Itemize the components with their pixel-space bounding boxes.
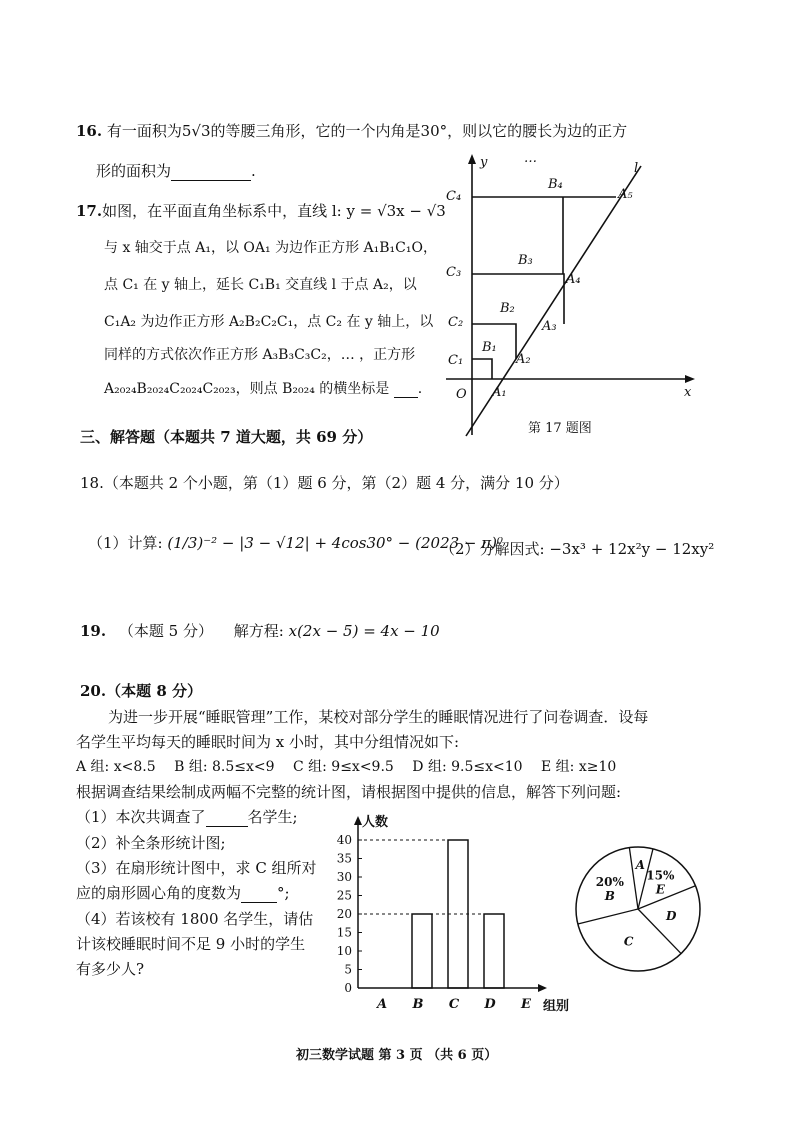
bar-y-tick-label: 5 [344,962,352,977]
q19-label: 解方程: [233,622,284,640]
bar-y-tick-label: 35 [336,851,352,866]
bar-y-label: 人数 [362,815,389,830]
bar-y-tick-label: 40 [336,833,352,847]
q20-sub4b: 计该校睡眠时间不足 9 小时的学生 [76,935,306,953]
pie-chart [574,812,720,988]
q17-figure [436,150,696,440]
q20-sub2: （2）补全条形统计图; [76,834,226,852]
q18-part1-label: （1）计算: [88,534,163,552]
q20-intro-2: 名学生平均每天的睡眠时间为 x 小时，其中分组情况如下: [76,733,460,751]
bar-x-arrow-icon [538,984,547,992]
square-1 [472,359,492,379]
pie-slice-label-D: D [666,909,677,924]
q17-text-6: A₂₀₂₄B₂₀₂₄C₂₀₂₄C₂₀₂₃，则点 B₂₀₂₄ 的横坐标是 [104,381,390,397]
label-y: y [480,155,488,170]
q20-sub3a: （3）在扇形统计图中，求 C 组所对 [76,859,317,877]
q20-sub3-end: °; [277,884,290,902]
q16-answer-blank[interactable] [171,164,251,181]
pie-slice-label-A: A [635,858,645,873]
q16-number: 16. [76,122,103,140]
bar-D [484,914,504,988]
group-c: C 组: 9≤x<9.5 [292,759,394,775]
label-A3: A₃ [542,319,557,334]
pie-boundary-B [578,909,638,924]
q18-heading: 18.（本题共 2 个小题，第（1）题 6 分，第（2）题 4 分，满分 10 分） [80,474,569,492]
q16-text2: 形的面积为 [96,162,172,180]
q20-sub3-text: 应的扇形圆心角的度数为 [76,884,242,902]
q16-text: 有一面积为5√3的等腰三角形，它的一个内角是30°，则以它的腰长为边的正方 [106,122,628,140]
label-dots: … [524,151,537,166]
label-A4: A₄ [566,272,581,287]
q17-line1 [76,200,446,221]
bar-category-label: A [376,997,388,1012]
q18-part2: （2）分解因式: −3x³ + 12x²y − 12xy² [440,540,715,558]
q20-sub3b [76,882,290,903]
group-a: A 组: x<8.5 [76,759,156,775]
q20-sub3-blank[interactable] [241,887,277,903]
pie-slice-value-E: 15% [646,868,675,883]
bar-category-label: B [412,997,424,1012]
q20-groups [76,756,616,776]
bar-y-tick-label: 30 [336,870,352,884]
pie-slice-label-B: B [604,888,615,903]
bar-x-label: 组别 [543,999,570,1012]
q16-line2 [96,160,256,181]
bar-category-label: D [484,997,496,1012]
q20-heading: 20.（本题 8 分） [80,682,202,700]
q19-equation: x(2x − 5) = 4x − 10 [288,622,440,640]
q17-text-3: 点 C₁ 在 y 轴上，延长 C₁B₁ 交直线 l 于点 A₂，以 [104,277,417,293]
q17-text-2: 与 x 轴交于点 A₁，以 OA₁ 为边作正方形 A₁B₁C₁O， [104,240,437,256]
bar-y-arrow-icon [354,816,362,825]
q20-intro-3: 根据调查结果绘制成两幅不完整的统计图，请根据图中提供的信息，解答下列问题: [76,783,622,801]
q17-answer-blank[interactable] [394,383,418,398]
q20-sub1-b: 名学生; [247,808,298,826]
bar-B [412,914,432,988]
bar-category-label: C [448,997,460,1012]
bar-y-tick-label: 10 [336,944,352,958]
q17-end: . [417,381,423,397]
q17-line6 [104,378,422,398]
x-axis-arrow-icon [685,375,695,383]
label-C2: C₂ [448,315,464,330]
label-A1: A₁ [492,385,507,400]
bar-chart [326,812,576,1012]
group-d: D 组: 9.5≤x<10 [412,759,523,775]
q17-caption: 第 17 题图 [528,421,592,436]
label-B1: B₁ [482,340,497,355]
pie-slice-label-E: E [655,882,665,897]
q18-part1-expression: (1/3)⁻² − |3 − √12| + 4cos30° − (2023 − π)⁰ [167,534,503,552]
q20-sub1-a: （1）本次共调查了 [76,808,206,826]
label-B4: B₄ [548,177,563,192]
label-O: O [456,387,467,402]
section-3-heading: 三、解答题（本题共 7 道大题，共 69 分） [80,428,373,446]
square-3 [472,274,564,324]
pie-slice-label-C: C [623,934,634,949]
group-b: B 组: 8.5≤x<9 [174,759,275,775]
q16-line1 [76,120,627,141]
label-A5: A₅ [618,187,633,202]
q16-end: . [251,162,256,180]
bar-y-tick-label: 15 [336,925,352,940]
q19-number: 19. [80,622,107,640]
q20-intro-1: 为进一步开展“睡眠管理”工作，某校对部分学生的睡眠情况进行了问卷调查．设每 [108,708,649,726]
label-C3: C₃ [446,265,462,280]
q17-text-5: 同样的方式依次作正方形 A₃B₃C₃C₂，… ，正方形 [104,347,416,363]
label-B3: B₃ [518,253,533,268]
q19-points: （本题 5 分） [118,622,213,640]
label-C4: C₄ [446,189,462,204]
bar-y-tick-label: 0 [344,981,352,995]
q17-text-1: 如图，在平面直角坐标系中，直线 l: y = √3x − √3 [102,202,446,220]
page-footer: 初三数学试题 第 3 页 （共 6 页） [296,1048,498,1063]
label-x: x [684,385,692,400]
label-C1: C₁ [448,353,464,368]
label-B2: B₂ [500,301,515,316]
label-l: l [634,161,639,176]
bar-y-tick-label: 20 [336,907,352,921]
q20-sub4a: （4）若该校有 1800 名学生，请估 [76,910,314,928]
pie-boundary-D [638,886,695,909]
group-e: E 组: x≥10 [541,759,617,775]
q20-sub1-blank[interactable] [206,811,248,827]
bar-y-tick-label: 25 [336,888,352,903]
q20-sub1 [76,806,298,827]
y-axis-arrow-icon [468,154,476,164]
q19-line [80,620,440,641]
q20-sub4c: 有多少人? [76,960,145,978]
pie-slice-value-B: 20% [595,874,624,889]
bar-category-label: E [521,997,531,1012]
q17-number: 17. [76,202,103,220]
pie-boundary-A [629,848,638,909]
label-A2: A₂ [516,352,531,367]
q17-text-4: C₁A₂ 为边作正方形 A₂B₂C₂C₁，点 C₂ 在 y 轴上，以 [104,314,434,330]
